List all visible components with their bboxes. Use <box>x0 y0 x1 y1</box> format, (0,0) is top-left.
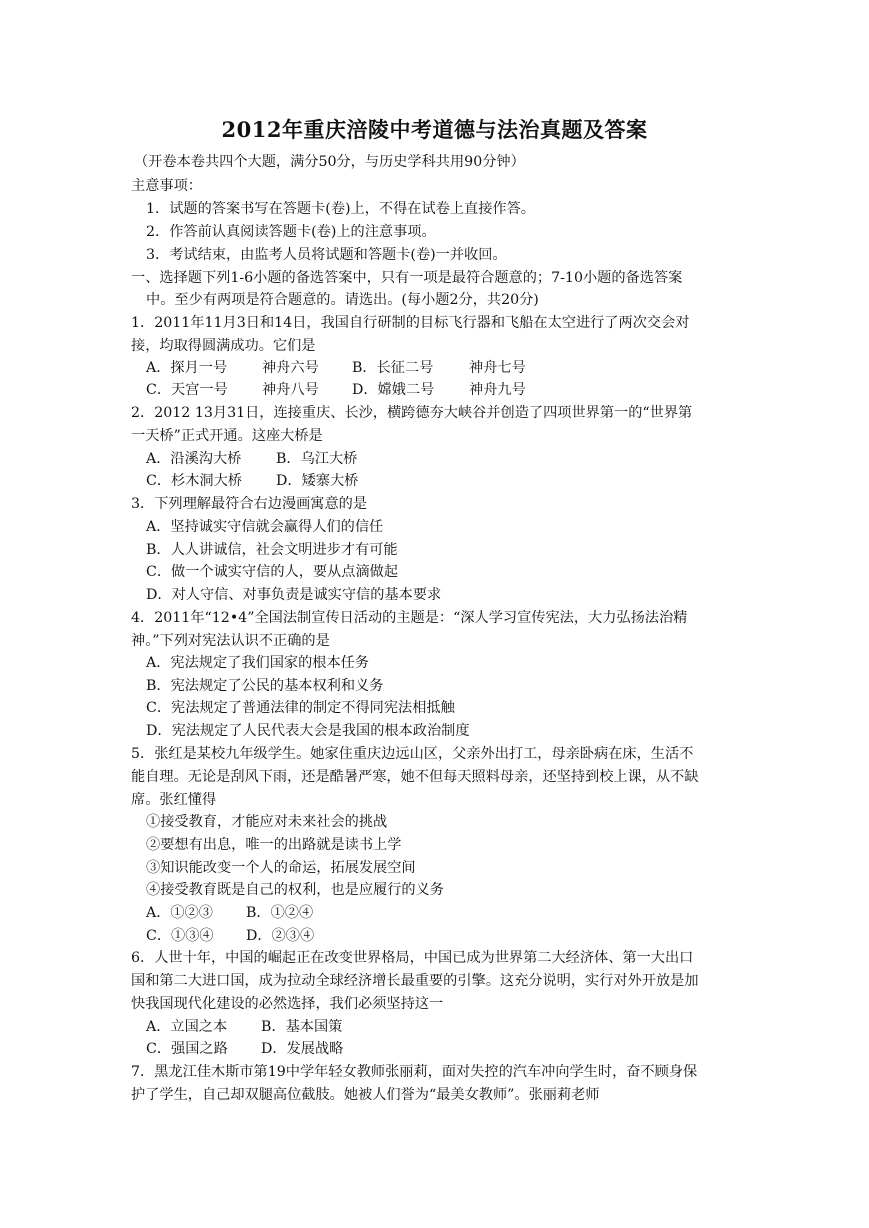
q6-option-b: B．基本国策 <box>261 1019 343 1035</box>
q1-option-a-2: 神舟六号 <box>262 360 319 376</box>
q2-option-a: A．沿溪沟大桥 <box>146 451 242 467</box>
notes-heading: 主意事项： <box>131 178 202 194</box>
q6-option-d: D．发展战略 <box>261 1041 344 1057</box>
q4-option-c: C．宪法规定了普通法律的制定不得同宪法相抵触 <box>146 700 455 716</box>
note-item: 3．考试结束，由监考人员将试题和答题卡(卷)一并收回。 <box>146 247 507 263</box>
question-5-text: 5．张红是某校九年级学生。她家住重庆边远山区，父亲外出打工，母亲卧病在床，生活不 <box>131 746 694 762</box>
q5-option-d: D．②③④ <box>246 928 315 944</box>
q4-option-b: B．宪法规定了公民的基本权利和义务 <box>146 678 384 694</box>
question-1-text-cont: 接，均取得圆满成功。它们是 <box>131 338 316 354</box>
q3-option-b: B．人人讲诚信，社会文明进步才有可能 <box>146 542 398 558</box>
q1-option-d: D．嫦娥二号 <box>352 382 435 398</box>
question-3-text: 3．下列理解最符合右边漫画寓意的是 <box>131 496 368 512</box>
q1-option-c: C．天宫一号 <box>146 382 228 398</box>
question-6-text-cont2: 快我国现代化建设的必然选择，我们必须坚持这一 <box>131 996 444 1012</box>
q1-option-b-2: 神舟七号 <box>469 360 526 376</box>
question-1-text: 1．2011年11月3日和14日，我国自行研制的目标飞行器和飞船在太空进行了两次交会对 <box>131 315 690 331</box>
q3-option-c: C．做一个诚实守信的人，要从点滴做起 <box>146 564 399 580</box>
q2-option-b: B．乌江大桥 <box>276 451 358 467</box>
q5-statement-4: ④接受教育既是自己的权利，也是应履行的义务 <box>146 882 444 898</box>
note-item: 1．试题的答案书写在答题卡(卷)上，不得在试卷上直接作答。 <box>146 201 535 217</box>
exam-subtitle: （开卷本卷共四个大题，满分50分，与历史学科共用90分钟） <box>134 154 525 170</box>
question-6-text-cont: 国和第二大进口国，成为拉动全球经济增长最重要的引擎。这充分说明，实行对外开放是加 <box>131 973 699 989</box>
q1-option-c-2: 神舟八号 <box>262 382 319 398</box>
question-7-text-cont: 护了学生，自己却双腿高位截肢。她被人们誉为“最美女教师”。张丽莉老师 <box>131 1087 600 1103</box>
q3-option-a: A．坚持诚实守信就会赢得人们的信任 <box>146 519 384 535</box>
q6-option-c: C．强国之路 <box>146 1041 228 1057</box>
note-item: 2．作答前认真阅读答题卡(卷)上的注意事项。 <box>146 224 436 240</box>
question-5-text-cont2: 席。张红懂得 <box>131 792 217 808</box>
q5-option-b: B．①②④ <box>246 905 314 921</box>
question-2-text-cont: 一天桥”正式开通。这座大桥是 <box>131 428 323 444</box>
q6-option-a: A．立国之本 <box>146 1019 228 1035</box>
q2-option-d: D．矮寨大桥 <box>276 473 359 489</box>
q5-statement-2: ②要想有出息，唯一的出路就是读书上学 <box>146 837 402 853</box>
question-6-text: 6．人世十年，中国的崛起正在改变世界格局，中国已成为世界第二大经济体、第一大出口 <box>131 950 694 966</box>
q1-option-a: A．探月一号 <box>146 360 228 376</box>
q2-option-c: C．杉木洞大桥 <box>146 473 242 489</box>
section-heading: 一、选择题下列1-6小题的备选答案中，只有一项是最符合题意的；7-10小题的备选答案 <box>131 270 683 286</box>
q5-statement-1: ①接受教育，才能应对未来社会的挑战 <box>146 814 388 830</box>
q5-statement-3: ③知识能改变一个人的命运，拓展发展空间 <box>146 860 416 876</box>
question-7-text: 7．黑龙江佳木斯市第19中学年轻女教师张丽莉，面对失控的汽车冲向学生时，奋不顾身保 <box>131 1064 698 1080</box>
question-5-text-cont: 能自理。无论是刮风下雨，还是酷暑严寒，她不但每天照料母亲，还坚持到校上课，从不缺 <box>131 769 699 785</box>
q5-option-c: C．①③④ <box>146 928 214 944</box>
q4-option-d: D．宪法规定了人民代表大会是我国的根本政治制度 <box>146 723 470 739</box>
question-2-text: 2．2012 13月31日，连接重庆、长沙，横跨德夯大峡谷并创造了四项世界第一的“世界第 <box>131 405 693 421</box>
question-4-text-cont: 神。”下列对宪法认识不正确的是 <box>131 633 330 649</box>
q1-option-d-2: 神舟九号 <box>469 382 526 398</box>
page-title: 2012年重庆涪陵中考道德与法治真题及答案 <box>221 117 648 142</box>
q1-option-b: B．长征二号 <box>352 360 434 376</box>
q3-option-d: D．对人守信、对事负责是诚实守信的基本要求 <box>146 587 442 603</box>
q5-option-a: A．①②③ <box>146 905 213 921</box>
question-4-text: 4．2011年“12•4”全国法制宣传日活动的主题是：“深人学习宣传宪法，大力弘扬法治精 <box>131 610 688 626</box>
section-heading-cont: 中。至少有两项是符合题意的。请选出。(每小题2分，共20分) <box>146 292 539 308</box>
q4-option-a: A．宪法规定了我们国家的根本任务 <box>146 655 370 671</box>
